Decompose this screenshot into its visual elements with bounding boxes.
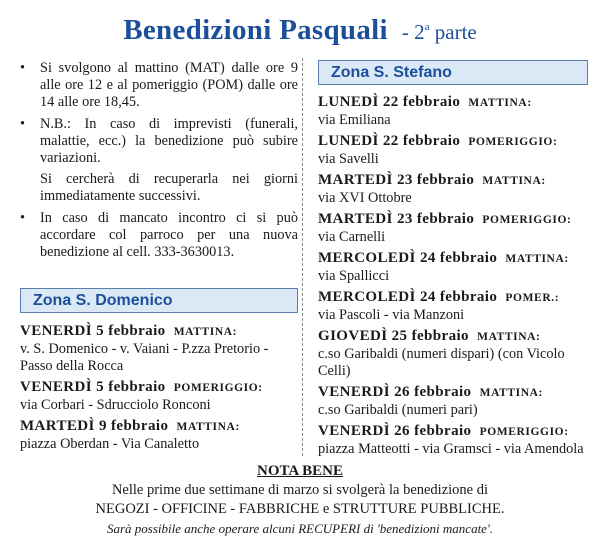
note-schedule: • Si svolgono al mattino (MAT) dalle ore 9 alle ore 12 e al pomeriggio (POM) dalle ore 14 alle ore 18,45. <box>20 60 298 110</box>
zone-domenico-header: Zona S. Domenico <box>20 288 298 313</box>
notes-column <box>20 60 298 266</box>
nota-bene-line: NEGOZI - OFFICINE - FABBRICHE e STRUTTURE PUBBLICHE. <box>95 501 505 517</box>
schedule-entry: MARTEDÌ 23 febbraio MATTINA: via XVI Ottobre <box>318 172 546 206</box>
column-divider <box>302 58 303 456</box>
schedule-entry: LUNEDÌ 22 febbraio POMERIGGIO: via Savelli <box>318 133 558 167</box>
schedule-entry: MARTEDÌ 23 febbraio POMERIGGIO: via Carnelli <box>318 211 572 245</box>
nota-bene-recuperi: Sarà possibile anche operare alcuni RECUPERI di 'benedizioni mancate'. <box>107 521 493 536</box>
title-part: - 2$^a$ parte <box>401 20 477 44</box>
title-main: Benedizioni Pasquali <box>123 14 388 46</box>
nota-bene-section <box>0 462 600 539</box>
note-nb-continuation: Si cercherà di recuperarla nei giorni immediatamente successivi. <box>40 171 298 204</box>
notes-list <box>20 60 298 167</box>
schedule-entry: MERCOLEDÌ 24 febbraio POMER.: via Pascoli - via Manzoni <box>318 289 560 323</box>
note-contact: • In caso di mancato incontro ci si può accordare col parroco per una nuova benedizione al cell. 333-3630013. <box>20 210 298 260</box>
note-nb: • N.B.: In caso di imprevisti (funerali, malattie, ecc.) la benedizione può subire variazioni. <box>20 116 298 166</box>
zone-domenico-schedule <box>20 322 298 456</box>
schedule-entry: VENERDÌ 26 febbraio POMERIGGIO: piazza Matteotti - via Gramsci - via Amendola <box>318 423 584 457</box>
schedule-entry: VENERDÌ 5 febbraio MATTINA: v. S. Domenico - v. Vaiani - P.zza Pretorio - Passo della Rocca <box>20 323 269 374</box>
schedule-entry: MERCOLEDÌ 24 febbraio MATTINA: via Spallicci <box>318 250 569 284</box>
nota-bene-heading: NOTA BENE <box>257 463 343 479</box>
bullet-icon: • <box>20 60 26 76</box>
schedule-entry: MARTEDÌ 9 febbraio MATTINA: piazza Oberdan - Via Canaletto <box>20 418 240 452</box>
schedule-entry: VENERDÌ 5 febbraio POMERIGGIO: via Corbari - Sdrucciolo Ronconi <box>20 379 263 413</box>
schedule-entry: LUNEDÌ 22 febbraio MATTINA: via Emiliana <box>318 94 532 128</box>
bullet-icon: • <box>20 116 26 132</box>
page-title <box>0 14 600 47</box>
nota-bene-line: Nelle prime due settimane di marzo si svolgerà la benedizione di <box>111 482 489 498</box>
schedule-entry: VENERDÌ 26 febbraio MATTINA: c.so Garibaldi (numeri pari) <box>318 384 543 418</box>
zone-stefano-column <box>318 60 592 461</box>
zone-stefano-header: Zona S. Stefano <box>318 60 588 85</box>
schedule-entry: GIOVEDÌ 25 febbraio MATTINA: c.so Garibaldi (numeri dispari) (con Vicolo Celli) <box>318 328 565 379</box>
bullet-icon: • <box>20 210 26 226</box>
